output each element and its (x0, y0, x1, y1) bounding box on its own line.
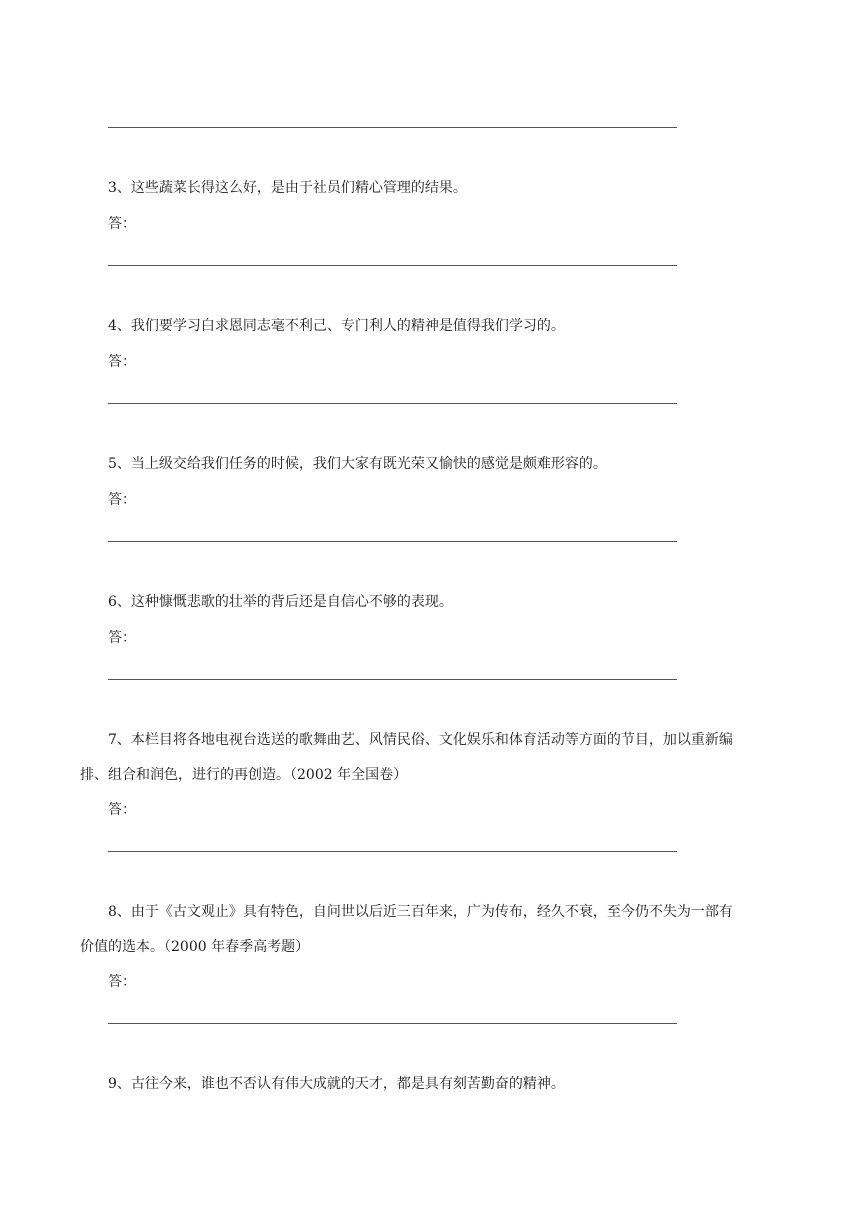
answer-line (108, 851, 677, 852)
answer-label: 答： (108, 974, 136, 990)
answer-label: 答： (108, 802, 136, 818)
answer-line (108, 265, 677, 266)
question-7-text-continued: 排、组合和润色，进行的再创造。（2002 年全国卷） (80, 767, 408, 783)
answer-line (108, 127, 677, 128)
answer-line (108, 679, 677, 680)
question-9-text: 9、古往今来，谁也不否认有伟大成就的天才，都是具有刻苦勤奋的精神。 (108, 1076, 565, 1092)
answer-line (108, 541, 677, 542)
answer-line (108, 1023, 677, 1024)
question-6-text: 6、这种慷慨悲歌的壮举的背后还是自信心不够的表现。 (108, 594, 453, 610)
question-3-text: 3、这些蔬菜长得这么好，是由于社员们精心管理的结果。 (108, 180, 467, 196)
answer-label: 答： (108, 630, 136, 646)
question-8-text-continued: 价值的选本。（2000 年春季高考题） (80, 939, 310, 955)
question-5-text: 5、当上级交给我们任务的时候，我们大家有既光荣又愉快的感觉是颇难形容的。 (108, 456, 607, 472)
answer-label: 答： (108, 354, 136, 370)
answer-label: 答： (108, 216, 136, 232)
question-8-text: 8、由于《古文观止》具有特色，自问世以后近三百年来，广为传布，经久不衰，至今仍不失为一部有 (108, 904, 733, 920)
question-4-text: 4、我们要学习白求恩同志毫不利己、专门利人的精神是值得我们学习的。 (108, 318, 565, 334)
answer-label: 答： (108, 492, 136, 508)
question-7-text: 7、本栏目将各地电视台选送的歌舞曲艺、风情民俗、文化娱乐和体育活动等方面的节目，加以重新编 (108, 732, 733, 748)
answer-line (108, 403, 677, 404)
